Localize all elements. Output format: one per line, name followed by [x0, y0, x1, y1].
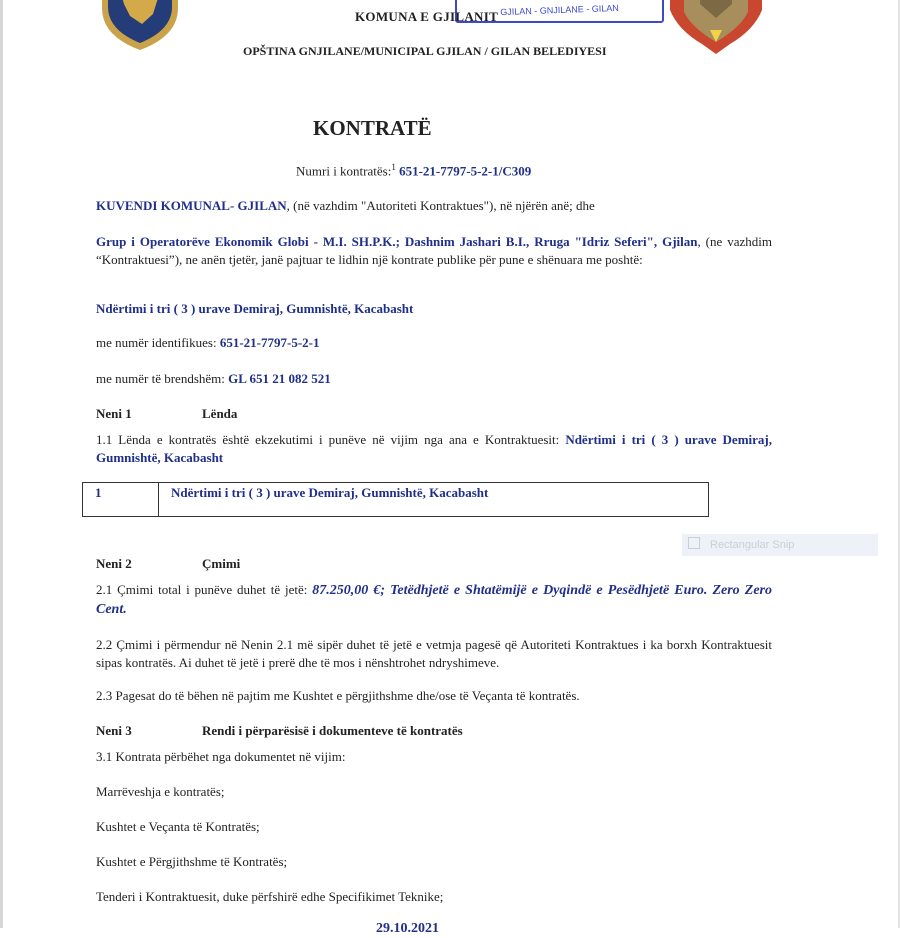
authority-paragraph — [96, 197, 772, 215]
footnote-marker: 1 — [391, 162, 396, 172]
kosovo-coat-of-arms-icon — [98, 0, 182, 50]
article-1-text — [96, 431, 772, 467]
municipality-name: KOMUNA E GJILANIT — [355, 9, 499, 24]
article-2-title: Çmimi — [202, 556, 241, 571]
internal-number-value: GL 651 21 082 521 — [228, 371, 331, 386]
table-cell-description: Ndërtimi i tri ( 3 ) urave Demiraj, Gumnishtë, Kacabasht — [171, 485, 489, 500]
authority-description: , (në vazhdim "Autoriteti Kontraktues"), në njërën anë; dhe — [286, 198, 595, 213]
contract-number-line — [296, 162, 531, 179]
article-1-heading — [96, 405, 237, 423]
contract-number-value: 651-21-7797-5-2-1/C309 — [399, 163, 532, 179]
article-3-title: Rendi i përparësisë i dokumenteve të kontratës — [202, 723, 463, 738]
price-amount: 87.250,00 €; Tetëdhjetë e Shtatëmijë e Dyqindë e Pesëdhjetë Euro. Zero Zero Cent. — [96, 583, 773, 617]
subject-table — [82, 482, 709, 517]
article-2-clause-2: 2.2 Çmimi i përmendur në Nenin 2.1 më sipër duhet të jetë e vetmja pagesë që Autoriteti Kontraktues i ka borxh Kontraktuesit sipas kontratës. Ai duhet të jetë i prerë dhe të mos i nënshtrohet ndryshimeve. — [96, 637, 772, 670]
contractor-description: , (ne vazhdim “Kontraktuesi”), ne anën tjetër, janë pajtuar te lidhin një kontrate publike për pune e shënuara me poshtë: — [96, 234, 772, 267]
gjilan-emblem-icon — [670, 0, 762, 54]
page-title: KONTRATË — [313, 116, 432, 140]
partial-date: 29.10.2021 — [376, 921, 439, 936]
municipality-multilingual-name: OPŠTINA GNJILANE/MUNICIPAL GJILAN / GILAN BELEDIYESI — [243, 44, 607, 58]
article-3-label: Neni 3 — [96, 723, 132, 738]
contract-number-label: Numri i kontratës: — [296, 163, 392, 179]
contractor-paragraph — [96, 233, 772, 269]
identification-label: me numër identifikues: — [96, 335, 217, 350]
stamp-text: GJILAN - GNJILANE - GILAN — [500, 2, 619, 18]
identification-line — [96, 334, 320, 352]
article-2-price-paragraph — [96, 581, 772, 619]
article-1-title: Lënda — [202, 406, 238, 421]
article-3-heading — [96, 722, 463, 740]
snip-icon — [688, 537, 700, 549]
identification-value: 651-21-7797-5-2-1 — [219, 335, 320, 350]
table-cell-number: 1 — [83, 483, 159, 516]
article-1-label: Neni 1 — [96, 406, 132, 421]
article-2-heading — [96, 555, 240, 573]
snip-label: Rectangular Snip — [710, 539, 795, 551]
document-list-item: Kushtet e Veçanta të Kontratës; — [96, 819, 260, 834]
article-2-label: Neni 2 — [96, 556, 132, 571]
project-title: Ndërtimi i tri ( 3 ) urave Demiraj, Gumnishtë, Kacabasht — [96, 301, 414, 316]
contractor-name: Grup i Operatorëve Ekonomik Globi - M.I. SH.P.K.; Dashnim Jashari B.I., Rruga "Idriz Seferi", Gjilan — [96, 234, 698, 249]
document-list-item: Kushtet e Përgjithshme të Kontratës; — [96, 854, 288, 869]
article-1-subject: Ndërtimi i tri ( 3 ) urave Demiraj, Gumnishtë, Kacabasht — [96, 432, 772, 465]
internal-number-label: me numër të brendshëm: — [96, 371, 225, 386]
internal-number-line — [96, 370, 331, 388]
authority-name: KUVENDI KOMUNAL- GJILAN — [96, 198, 287, 213]
article-1-clause: 1.1 Lënda e kontratës është ekzekutimi i punëve në vijim nga ana e Kontraktuesit: — [96, 432, 560, 447]
price-clause: 2.1 Çmimi total i punëve duhet të jetë: — [96, 582, 308, 597]
document-list-item: Marrëveshja e kontratës; — [96, 784, 225, 799]
article-2-clause-3: 2.3 Pagesat do të bëhen në pajtim me Kushtet e përgjithshme dhe/ose të Veçanta të kontratës. — [96, 688, 580, 703]
document-list-item: Tenderi i Kontraktuesit, duke përfshirë edhe Specifikimet Teknike; — [96, 889, 444, 904]
page-left-edge — [0, 0, 3, 928]
article-3-intro: 3.1 Kontrata përbëhet nga dokumentet në vijim: — [96, 749, 346, 764]
rectangular-snip-overlay[interactable] — [682, 534, 878, 556]
